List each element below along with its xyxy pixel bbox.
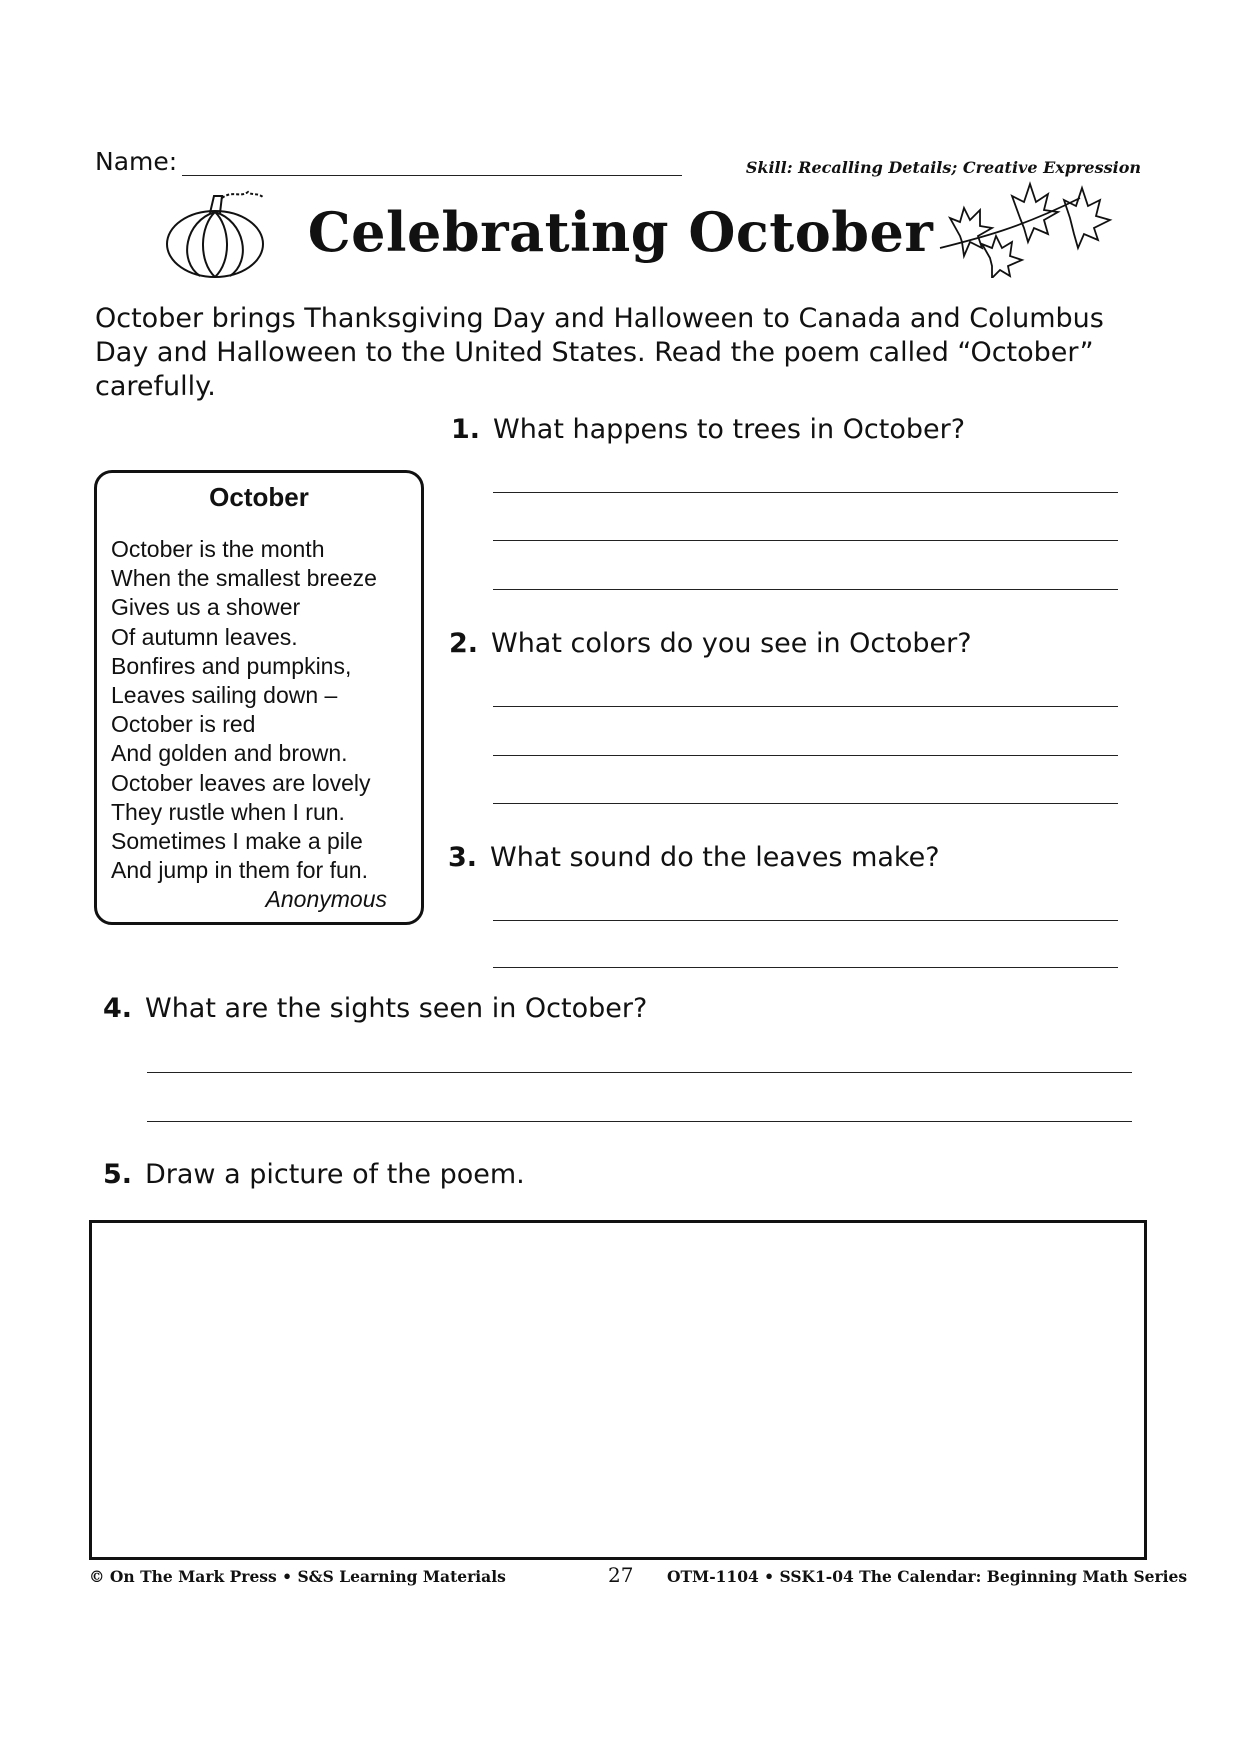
intro-text: October brings Thanksgiving Day and Halloween to Canada and Columbus Day and Halloween to the United States. Read the poem called “October” carefully. [95, 303, 1104, 402]
maple-leaves-icon [930, 178, 1120, 278]
question-number: 2. [449, 628, 479, 659]
answer-line-4b[interactable] [147, 1121, 1132, 1122]
answer-line-2a[interactable] [493, 706, 1118, 707]
question-text: What happens to trees in October? [493, 414, 966, 445]
question-1 [451, 414, 965, 445]
poem-line: Leaves sailing down – [111, 682, 338, 709]
page-title: Celebrating October [307, 200, 934, 264]
poem-line: And golden and brown. [111, 740, 348, 767]
poem-line: Gives us a shower [111, 594, 301, 621]
question-number: 3. [448, 842, 478, 873]
question-text: What sound do the leaves make? [490, 842, 940, 873]
answer-line-1c[interactable] [493, 589, 1118, 590]
answer-line-4a[interactable] [147, 1072, 1132, 1073]
question-text: What are the sights seen in October? [145, 993, 648, 1024]
poem-line: They rustle when I run. [111, 798, 345, 825]
name-field[interactable] [182, 175, 682, 176]
poem-title: October [209, 482, 309, 512]
question-text: Draw a picture of the poem. [145, 1159, 525, 1190]
question-text: What colors do you see in October? [491, 628, 972, 659]
answer-line-3b[interactable] [493, 967, 1118, 968]
question-5 [103, 1159, 525, 1190]
skill-label: Skill: Recalling Details; Creative Expression [745, 158, 1141, 177]
question-2 [449, 628, 972, 659]
poem-line: Sometimes I make a pile [111, 828, 363, 855]
question-number: 4. [103, 993, 133, 1024]
question-number: 5. [103, 1159, 133, 1190]
answer-line-2c[interactable] [493, 803, 1118, 804]
answer-line-3a[interactable] [493, 920, 1118, 921]
footer-copyright: © On The Mark Press • S&S Learning Materials [89, 1567, 506, 1586]
poem-line: Bonfires and pumpkins, [111, 652, 352, 679]
name-label: Name: [95, 147, 178, 176]
page-number: 27 [608, 1563, 634, 1587]
poem-line: Of autumn leaves. [111, 623, 298, 650]
footer-series: OTM-1104 • SSK1-04 The Calendar: Beginning Math Series [667, 1567, 1188, 1586]
poem-box [94, 470, 424, 925]
poem-line: October is the month [111, 536, 325, 562]
answer-line-2b[interactable] [493, 755, 1118, 756]
poem-author: Anonymous [265, 886, 387, 913]
poem-line: October leaves are lovely [111, 769, 371, 796]
drawing-area[interactable] [89, 1220, 1147, 1560]
poem-line: October is red [111, 711, 256, 738]
answer-line-1a[interactable] [493, 492, 1118, 493]
question-number: 1. [451, 414, 481, 445]
answer-line-1b[interactable] [493, 540, 1118, 541]
poem-lines [111, 535, 421, 885]
poem-line: And jump in them for fun. [111, 857, 368, 884]
question-4 [103, 993, 647, 1024]
poem-line: When the smallest breeze [111, 565, 377, 592]
question-3 [448, 842, 940, 873]
